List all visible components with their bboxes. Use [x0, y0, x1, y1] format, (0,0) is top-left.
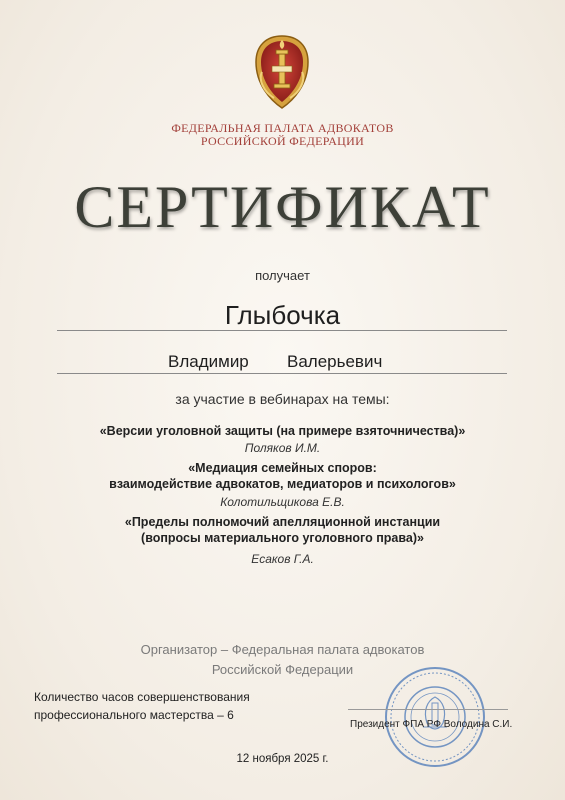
participation-label: за участие в вебинарах на темы: [175, 391, 390, 407]
webinar-lecturer-2: Колотильщикова Е.В. [220, 495, 345, 509]
signature-line [348, 709, 508, 710]
webinar-topic-3-line2: (вопросы материального уголовного права)» [141, 531, 424, 545]
fpa-emblem-icon [250, 32, 314, 112]
organization-name [0, 122, 565, 148]
issue-date: 12 ноября 2025 г. [236, 753, 329, 765]
webinar-topic-2-line2: взаимодействие адвокатов, медиаторов и психологов» [109, 477, 456, 491]
org-name-line1: ФЕДЕРАЛЬНАЯ ПАЛАТА АДВОКАТОВ [171, 121, 394, 135]
webinar-topic-2-line1: «Медиация семейных споров: [188, 461, 377, 475]
recipient-first-name: Владимир [168, 352, 249, 371]
recipient-surname: Глыбочка [224, 300, 341, 330]
webinar-topic-3-line1: «Пределы полномочий апелляционной инстанции [124, 515, 441, 529]
president-signature-label: Президент ФПА РФ Володина С.И. [350, 719, 513, 730]
hours-line1: Количество часов совершенствования [34, 690, 250, 704]
webinar-lecturer-3: Есаков Г.А. [251, 552, 314, 566]
webinar-topic-1: «Версии уголовной защиты (на примере взяточничества)» [99, 424, 466, 438]
name-underline [57, 373, 507, 374]
webinar-lecturer-1: Поляков И.М. [244, 441, 321, 455]
surname-underline [57, 330, 507, 331]
receives-label: получает [255, 268, 310, 283]
certificate-title: СЕРТИФИКАТ [74, 174, 491, 240]
hours-line2: профессионального мастерства – 6 [34, 708, 234, 722]
org-name-line2: РОССИЙСКОЙ ФЕДЕРАЦИИ [200, 134, 365, 148]
organizer-line2: Российской Федерации [211, 662, 354, 677]
organizer-line1: Организатор – Федеральная палата адвокатов [140, 642, 425, 657]
hours-block [34, 688, 250, 724]
recipient-patronymic: Валерьевич [287, 352, 383, 371]
